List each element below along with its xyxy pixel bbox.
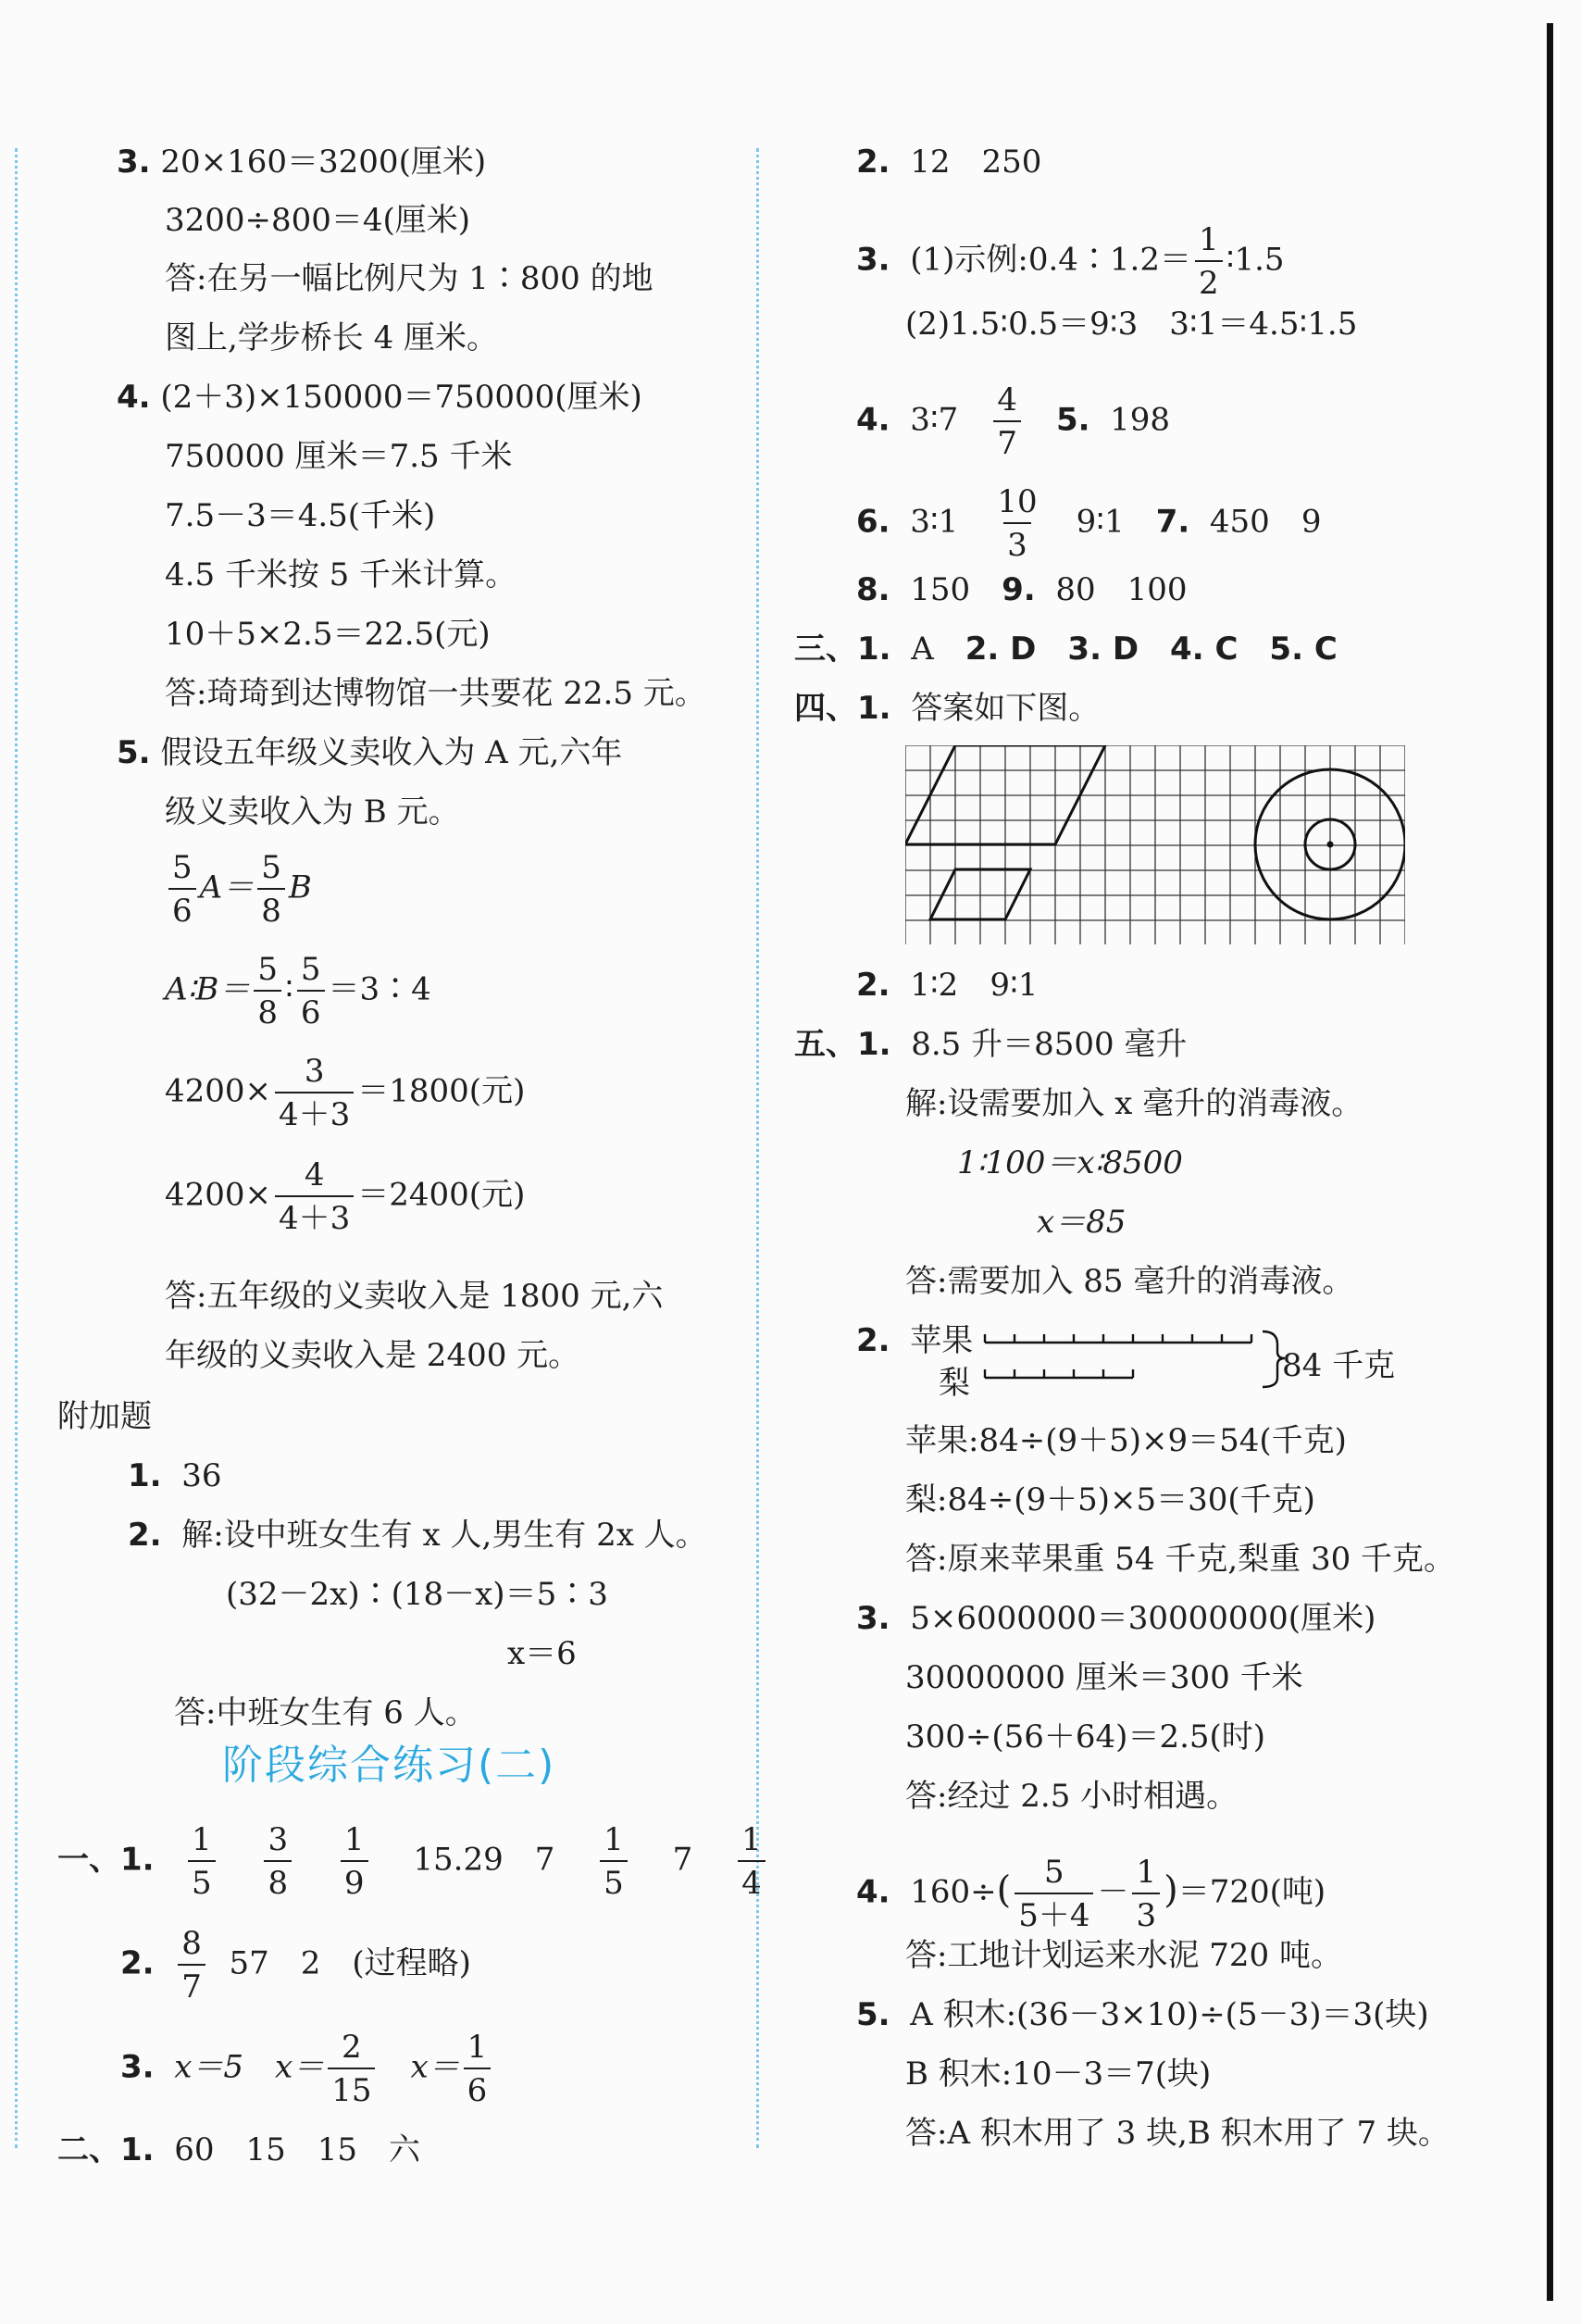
left-line: 答:琦琦到达博物馆一共要花 22.5 元。 [165, 675, 706, 712]
left-line: 图上,学步桥长 4 厘米。 [165, 319, 499, 356]
fraction: $\frac{5}{6}$ [168, 852, 196, 927]
equation-m2: 4200× $\frac{4}{4+3}$ ＝2400(元) [165, 1156, 526, 1237]
left-line: 级义卖收入为 B 元。 [165, 793, 460, 831]
equation-ab: $\frac{5}{6}$ A＝ $\frac{5}{8}$ B [165, 852, 312, 927]
left-line: 10＋5×2.5＝22.5(元) [165, 616, 491, 653]
left-line: 750000 厘米＝7.5 千米 [165, 438, 513, 475]
right-line: 4. 3∶7 $\frac{4}{7}$ 5. 198 [856, 381, 1171, 462]
q1-line: 一、1. $\frac{1}{5}$ $\frac{3}{8}$ $\frac{1}{9}$ 15.29 7 $\frac{1}{5}$ 7 $\frac{1}{4}$ [57, 1824, 769, 1899]
right-line: 1∶100＝x∶8500 [957, 1144, 1183, 1181]
equation-ratio: A∶B＝ $\frac{5}{8}$ ∶ $\frac{5}{6}$ ＝3∶4 [165, 951, 431, 1031]
right-line: 四、1. 答案如下图。 [794, 690, 1101, 727]
line-segment-diagram [983, 1324, 1288, 1393]
left-line: 5. 假设五年级义卖收入为 A 元,六年 [117, 734, 623, 771]
fraction: $\frac{5}{6}$ [297, 954, 325, 1029]
right-line: 2. 12 250 [856, 144, 1042, 181]
right-line: 8. 150 9. 80 100 [856, 571, 1188, 608]
right-line: x＝85 [1037, 1204, 1127, 1241]
right-line: 解:设需要加入 x 毫升的消毒液。 [905, 1085, 1363, 1122]
right-line: 6. 3∶1 $\frac{10}{3}$ 9∶1 7. 450 9 [856, 483, 1322, 564]
right-line: 答:需要加入 85 毫升的消毒液。 [905, 1263, 1354, 1300]
fraction: $\frac{5}{8}$ [254, 954, 281, 1029]
right-line: 4. 160÷( $\frac{5}{5+4}$ － $\frac{1}{3}$ )＝720(吨) [856, 1854, 1326, 1934]
right-line: 梨:84÷(9＋5)×5＝30(千克) [905, 1481, 1315, 1518]
right-line: 五、1. 8.5 升＝8500 毫升 [794, 1026, 1188, 1063]
left-line: 答:五年级的义卖收入是 1800 元,六 [165, 1278, 664, 1315]
center-dot [1327, 842, 1334, 848]
q2-line: 2. $\frac{8}{7}$ 57 2 (过程略) [120, 1925, 471, 2005]
left-line: 3200÷800＝4(厘米) [165, 202, 471, 239]
page-edge-bar [1547, 23, 1553, 2301]
right-line: 苹果:84÷(9＋5)×9＝54(千克) [905, 1422, 1347, 1459]
right-line: 答:A 积木用了 3 块,B 积木用了 7 块。 [905, 2115, 1450, 2152]
right-line: 5. A 积木:(36－3×10)÷(5－3)＝3(块) [856, 1996, 1429, 2033]
right-line: 2. 苹果 [856, 1322, 974, 1359]
right-line: 答:经过 2.5 小时相遇。 [905, 1778, 1239, 1815]
right-line: B 积木:10－3＝7(块) [905, 2055, 1212, 2093]
column-separator-left [15, 148, 18, 2148]
left-line: 7.5－3＝4.5(千米) [165, 497, 436, 534]
right-line: 30000000 厘米＝300 千米 [905, 1659, 1303, 1696]
left-line: 4. (2＋3)×150000＝750000(厘米) [117, 379, 642, 416]
equation-m1: 4200× $\frac{3}{4+3}$ ＝1800(元) [165, 1053, 526, 1133]
left-line: 二、1. 60 15 15 六 [57, 2131, 420, 2168]
q3-line: 3. x＝5 x＝ $\frac{2}{15}$ x＝ $\frac{1}{6}$ [120, 2031, 494, 2106]
right-line: 答:原来苹果重 54 千克,梨重 30 千克。 [905, 1541, 1456, 1578]
right-line: 梨 [939, 1365, 970, 1402]
left-line: 4.5 千米按 5 千米计算。 [165, 556, 517, 593]
left-line: 答:在另一幅比例尺为 1∶800 的地 [165, 260, 654, 297]
left-line: x＝6 [507, 1635, 577, 1672]
left-line: 1. 36 [128, 1457, 222, 1494]
grid-figure [905, 745, 1405, 944]
right-line: (2)1.5∶0.5＝9∶3 3∶1＝4.5∶1.5 [905, 306, 1358, 343]
right-line: 3. (1)示例:0.4∶1.2＝ $\frac{1}{2}$ ∶1.5 [856, 221, 1285, 302]
left-line: 3. 20×160＝3200(厘米) [117, 144, 487, 181]
left-line: 年级的义卖收入是 2400 元。 [165, 1337, 580, 1374]
right-line: 三、1. A 2. D 3. D 4. C 5. C [794, 631, 1338, 668]
fraction: $\frac{3}{4+3}$ [275, 1056, 354, 1131]
right-line: 3. 5×6000000＝30000000(厘米) [856, 1600, 1376, 1637]
extra-heading: 附加题 [57, 1398, 152, 1435]
right-line: 300÷(56＋64)＝2.5(时) [905, 1718, 1266, 1755]
fraction: $\frac{5}{8}$ [257, 852, 285, 927]
section-title: 阶段综合练习(二) [222, 1742, 556, 1789]
left-line: 答:中班女生有 6 人。 [174, 1694, 477, 1731]
fraction: $\frac{4}{4+3}$ [275, 1159, 354, 1234]
right-line: 答:工地计划运来水泥 720 吨。 [905, 1937, 1342, 1974]
left-line: (32－2x)∶(18－x)＝5∶3 [226, 1576, 608, 1613]
right-line: 2. 1∶2 9∶1 [856, 967, 1039, 1004]
left-line: 2. 解:设中班女生有 x 人,男生有 2x 人。 [128, 1517, 707, 1554]
right-line: 84 千克 [1282, 1347, 1396, 1384]
